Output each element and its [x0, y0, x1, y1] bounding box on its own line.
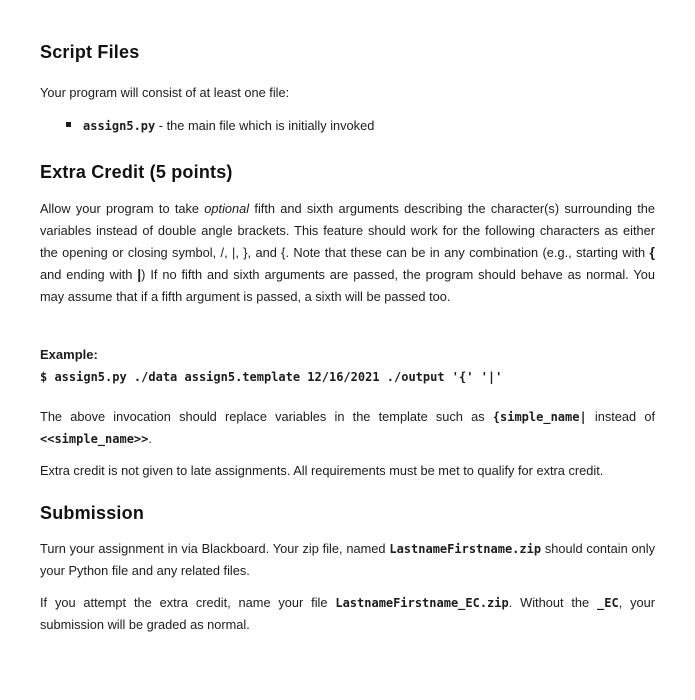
text-run: ) If no fifth and sixth arguments are passed, the program should behave as normal. You may assume that if a fifth argument is passed, a sixth will be passed too.	[40, 267, 655, 304]
text-run: If you attempt the extra credit, name your file	[40, 595, 336, 610]
list-item	[66, 115, 655, 137]
text-run: Allow your program to take	[40, 201, 205, 216]
text-run: and ending with	[40, 267, 138, 282]
section-heading-script-files: Script Files	[40, 42, 140, 62]
inline-code: LastnameFirstname_EC.zip	[335, 596, 509, 610]
section-heading-submission: Submission	[40, 503, 145, 523]
open-brace-symbol: {	[649, 244, 655, 260]
example-block	[40, 344, 655, 388]
text-run: , your submission will be graded as normal.	[40, 595, 655, 632]
text-run: The above invocation should replace variables in the template such as	[40, 409, 493, 424]
inline-code: LastnameFirstname.zip	[389, 542, 542, 556]
pipe-symbol: |	[137, 266, 142, 282]
italic-text: optional	[204, 201, 250, 216]
text-run: - the main file which is initially invoked	[155, 118, 375, 133]
invocation-paragraph	[40, 406, 655, 450]
text-run: should contain only your Python file and any related files.	[40, 541, 655, 578]
extra-credit-paragraph	[40, 198, 655, 308]
script-files-intro: Your program will consist of at least one file:	[40, 85, 290, 100]
text-run: .	[148, 431, 152, 446]
section-heading-extra-credit: Extra Credit (5 points)	[40, 162, 233, 182]
inline-code: <<simple_name>>	[40, 432, 149, 446]
text-run: fifth and sixth arguments describing the character(s) surrounding the variables instead of double angle brackets. This feature should work for the following characters as either the opening or closing symbol, /, |, }, and {. Note that these can be in any combination (e.g., starting with	[40, 201, 655, 260]
list-item-text	[83, 115, 374, 137]
submission-paragraph-2	[40, 592, 655, 636]
text-run: Turn your assignment in via Blackboard. Your zip file, named	[40, 541, 390, 556]
submission-paragraph-1	[40, 538, 655, 582]
late-assignments-paragraph: Extra credit is not given to late assignments. All requirements must be met to qualify for extra credit.	[40, 463, 604, 478]
inline-code: _EC	[597, 596, 619, 610]
shell-command: $ assign5.py ./data assign5.template 12/16/2021 ./output '{' '|'	[40, 370, 503, 384]
text-run: instead of	[586, 409, 655, 424]
inline-code: {simple_name|	[492, 410, 587, 424]
example-label: Example:	[40, 347, 98, 362]
bullet-square-icon	[66, 122, 71, 127]
text-run: . Without the	[508, 595, 597, 610]
inline-code: assign5.py	[83, 119, 156, 133]
